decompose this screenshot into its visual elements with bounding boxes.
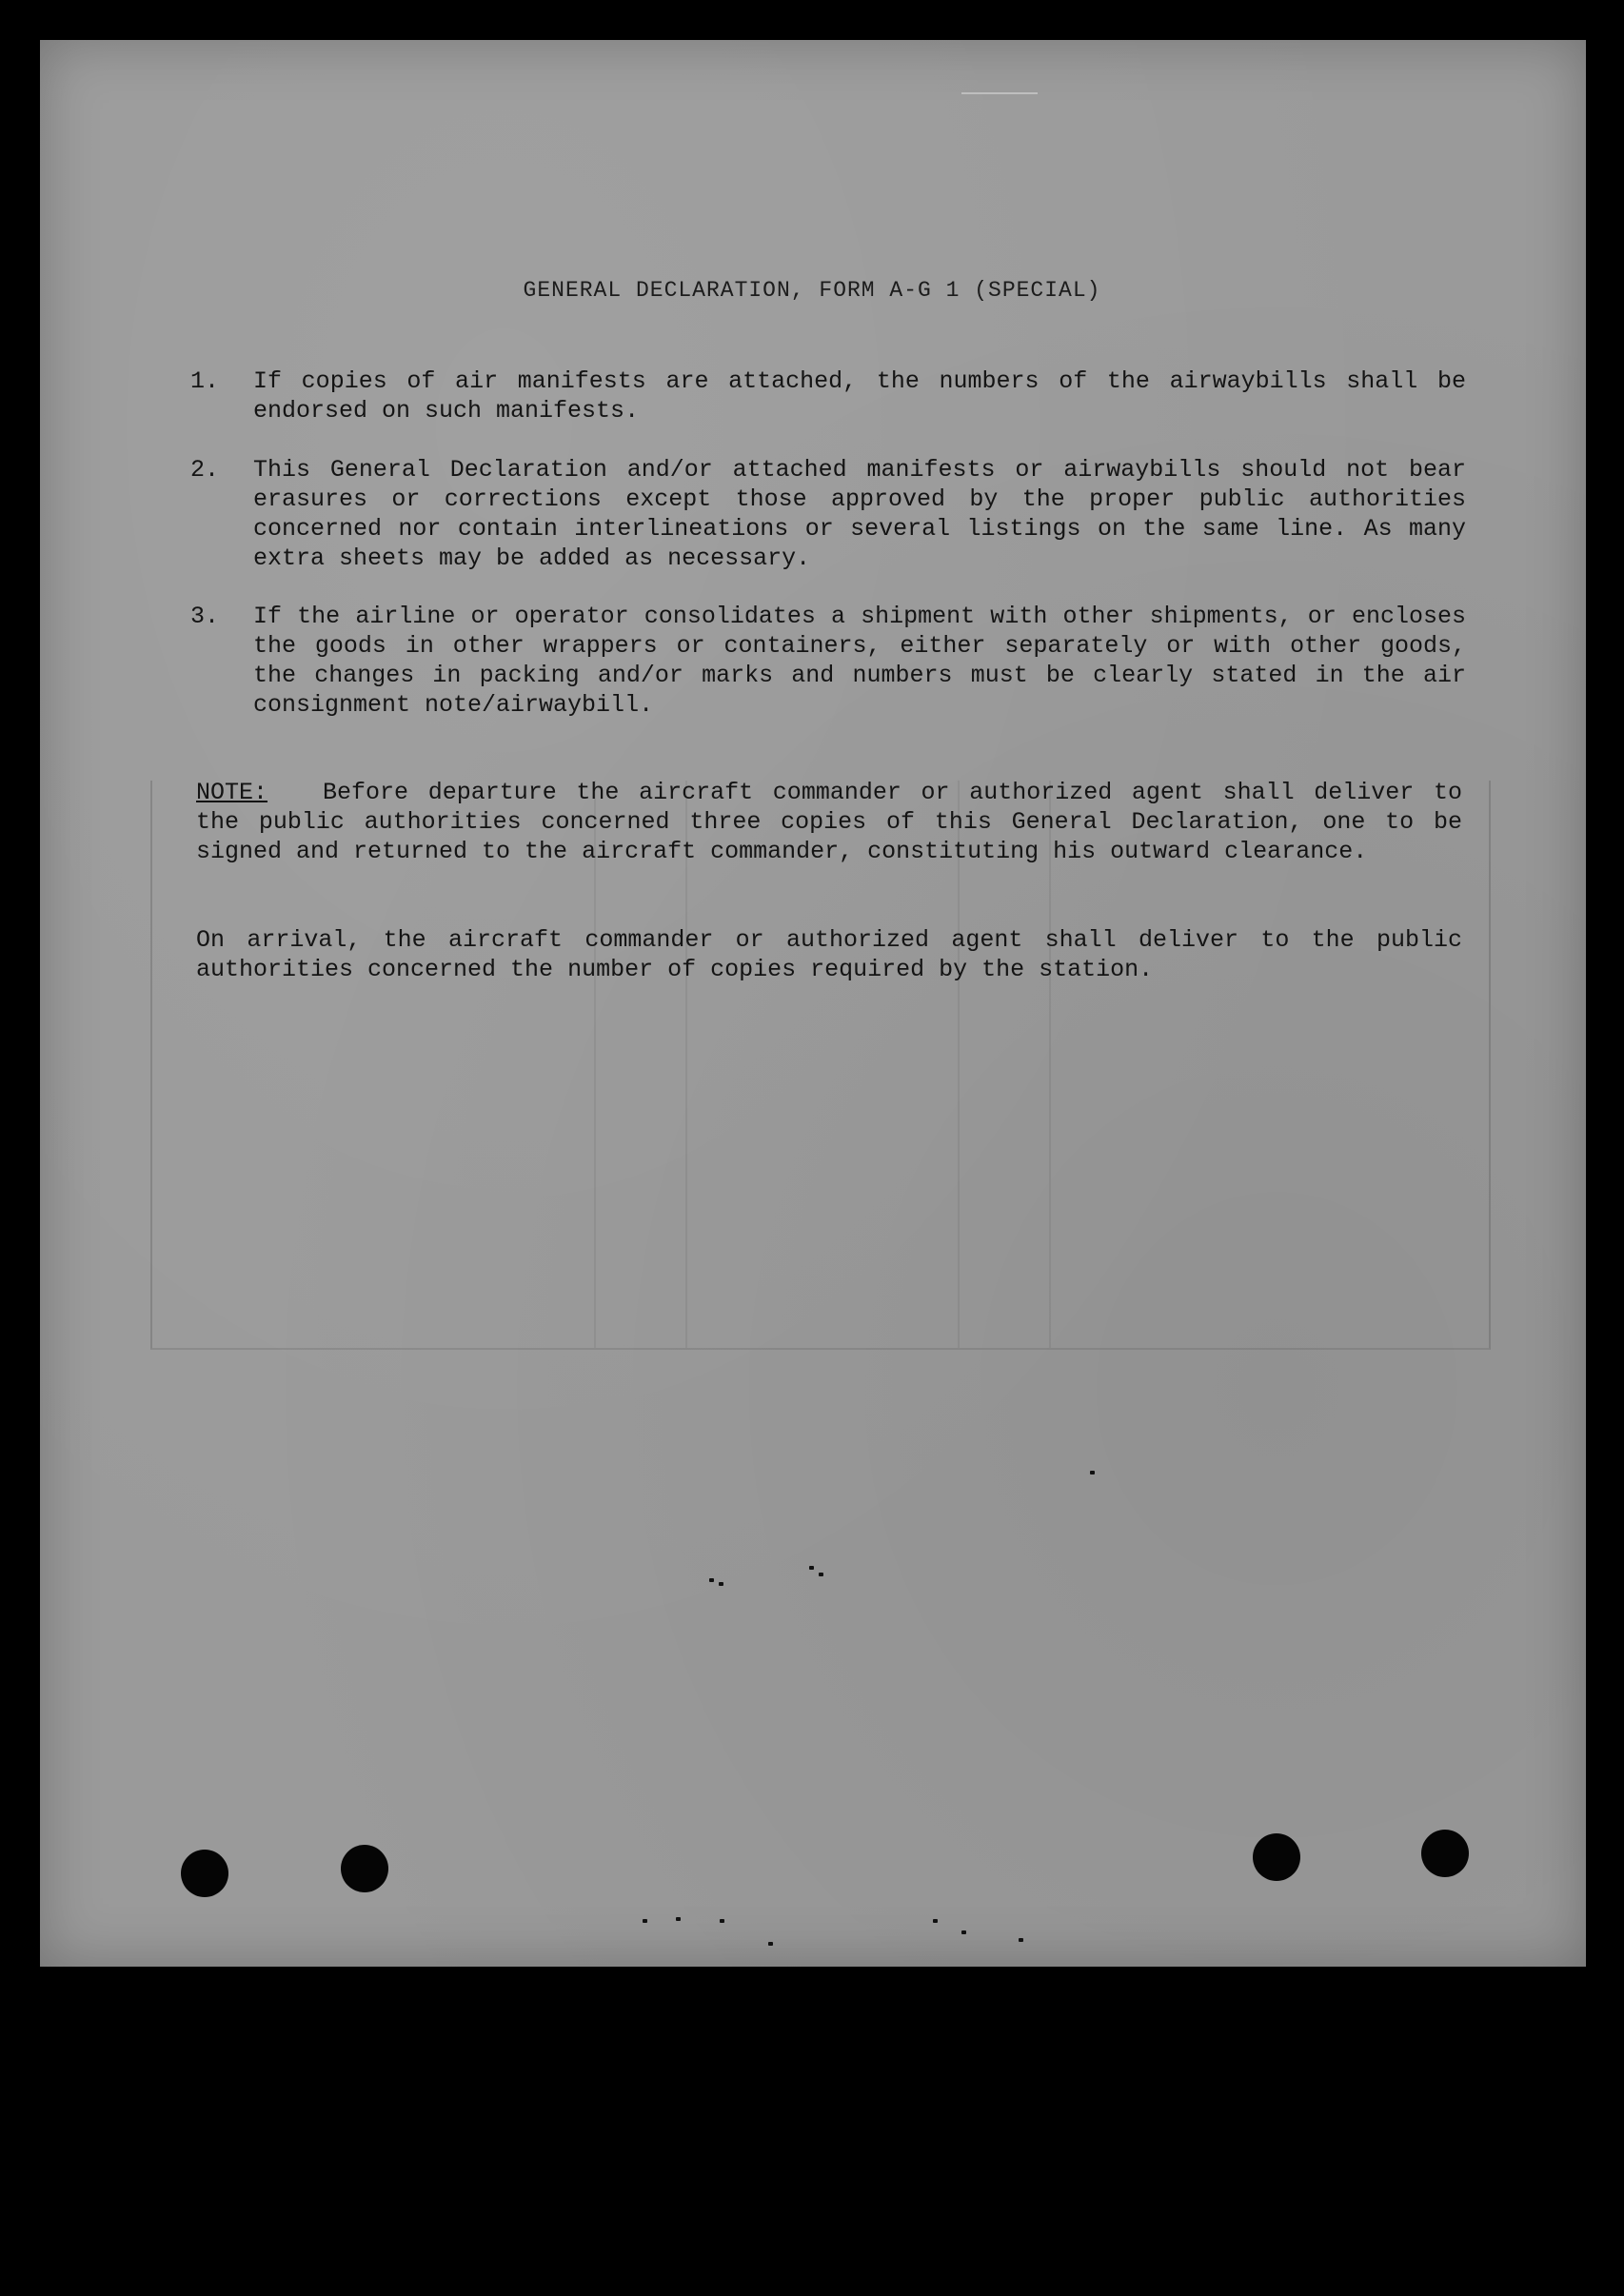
item-number: 3. (190, 603, 220, 630)
ink-speck (676, 1917, 681, 1921)
ink-speck (643, 1919, 647, 1923)
ink-speck (809, 1566, 814, 1570)
ink-speck (719, 1582, 723, 1586)
document-title: GENERAL DECLARATION, FORM A-G 1 (SPECIAL) (523, 278, 1101, 303)
item-number: 1. (190, 367, 220, 395)
arrival-text: On arrival, the aircraft commander or authorized agent shall deliver to the public authorities concerned the number of copies required by the station. (196, 926, 1462, 983)
item-number: 2. (190, 456, 220, 484)
punch-hole (1253, 1833, 1300, 1881)
ink-speck (768, 1942, 773, 1946)
punch-hole (181, 1850, 228, 1897)
item-text: If the airline or operator consolidates a shipment with other shipments, or encloses the goods in other wrappers or containers, either separately or with other goods, the changes in packing and/or marks and numbers must be clearly stated in the air consignment note/airwaybill. (253, 603, 1466, 719)
note-label: NOTE: (196, 779, 268, 806)
ink-speck (1019, 1938, 1023, 1942)
instruction-item-3 (190, 602, 1466, 722)
instruction-item-2 (190, 455, 1466, 575)
note-paragraph (196, 778, 1462, 866)
punch-hole (1421, 1830, 1469, 1877)
ink-speck (720, 1919, 724, 1923)
item-text: If copies of air manifests are attached, the numbers of the airwaybills shall be endorsed on such manifests. (253, 367, 1466, 425)
item-text: This General Declaration and/or attached manifests or airwaybills should not bear erasures or corrections except those approved by the proper public authorities concerned nor contain interlineations or several listings on the same line. As many extra sheets may be added as necessary. (253, 456, 1466, 572)
ink-speck (709, 1578, 714, 1582)
ink-speck (961, 1930, 966, 1934)
ink-speck (1090, 1471, 1095, 1475)
ink-speck (933, 1919, 938, 1923)
ink-speck (819, 1573, 823, 1576)
arrival-paragraph (196, 925, 1462, 984)
paper-mark (961, 92, 1038, 94)
note-text: Before departure the aircraft commander or authorized agent shall deliver to the public authorities concerned three copies of this General Declaration, one to be signed and returned to the aircraft commander, constituting his outward clearance. (196, 779, 1462, 865)
punch-hole (341, 1845, 388, 1892)
instruction-item-1 (190, 366, 1466, 427)
